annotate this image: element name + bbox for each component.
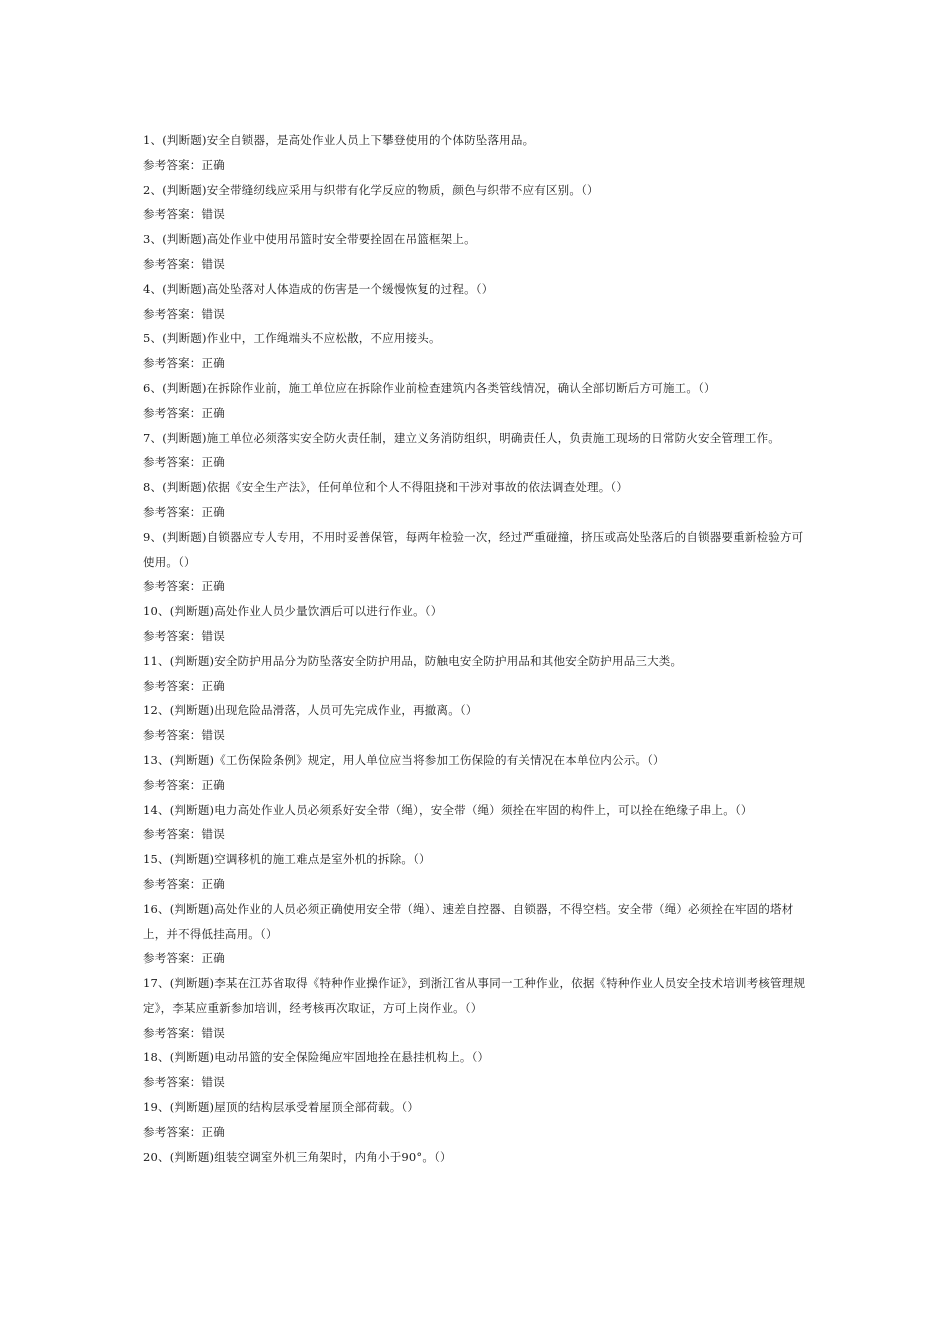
question-text: 15、(判断题)空调移机的施工难点是室外机的拆除。（）	[143, 852, 431, 867]
answer-text: 参考答案：正确	[143, 678, 225, 693]
answer-text: 参考答案：正确	[143, 951, 225, 966]
answer-text: 参考答案：正确	[143, 356, 225, 371]
question-text: 2、(判断题)安全带缝纫线应采用与织带有化学反应的物质，颜色与织带不应有区别。（）	[143, 182, 599, 197]
answer-text: 参考答案：错误	[143, 306, 225, 321]
question-list	[143, 128, 808, 1169]
question-text: 4、(判断题)高处坠落对人体造成的伤害是一个缓慢恢复的过程。（）	[143, 281, 494, 296]
question-text: 5、(判断题)作业中，工作绳端头不应松散，不应用接头。	[143, 331, 441, 346]
answer-text: 参考答案：正确	[143, 876, 225, 891]
answer-text: 参考答案：正确	[143, 1124, 225, 1139]
question-text: 7、(判断题)施工单位必须落实安全防火责任制，建立义务消防组织，明确责任人，负责施工现场的日常防火安全管理工作。	[143, 430, 780, 445]
answer-text: 参考答案：错误	[143, 256, 225, 271]
question-text: 18、(判断题)电动吊篮的安全保险绳应牢固地拴在悬挂机构上。（）	[143, 1050, 490, 1065]
question-text: 16、(判断题)高处作业的人员必须正确使用安全带（绳）、速差自控器、自锁器，不得空档。安全带（绳）必须拴在牢固的塔材上，并不得低挂高用。（）	[143, 901, 794, 941]
answer-text: 参考答案：正确	[143, 157, 225, 172]
question-text: 13、(判断题)《工伤保险条例》规定，用人单位应当将参加工伤保险的有关情况在本单位内公示。（）	[143, 752, 665, 767]
question-text: 20、(判断题)组装空调室外机三角架时，内角小于90°。（）	[143, 1149, 452, 1164]
answer-text: 参考答案：错误	[143, 1075, 225, 1090]
answer-text: 参考答案：错误	[143, 1025, 225, 1040]
question-text: 17、(判断题)李某在江苏省取得《特种作业操作证》，到浙江省从事同一工种作业，依据《特种作业人员安全技术培训考核管理规定》，李某应重新参加培训，经考核再次取证，方可上岗作业。（）	[143, 976, 806, 1015]
question-text: 19、(判断题)屋顶的结构层承受着屋顶全部荷载。（）	[143, 1100, 420, 1115]
answer-text: 参考答案：错误	[143, 827, 225, 842]
question-text: 3、(判断题)高处作业中使用吊篮时安全带要拴固在吊篮框架上。	[143, 232, 476, 247]
question-text: 1、(判断题)安全自锁器，是高处作业人员上下攀登使用的个体防坠落用品。	[143, 133, 535, 147]
answer-text: 参考答案：错误	[143, 728, 225, 743]
question-text: 9、(判断题)自锁器应专人专用，不用时妥善保管，每两年检验一次，经过严重碰撞，挤压或高处坠落后的自锁器要重新检验方可使用。（）	[143, 529, 804, 569]
answer-text: 参考答案：正确	[143, 455, 225, 470]
answer-text: 参考答案：错误	[143, 628, 225, 643]
question-text: 12、(判断题)出现危险品滑落，人员可先完成作业，再撤离。（）	[143, 703, 478, 718]
question-text: 14、(判断题)电力高处作业人员必须系好安全带（绳），安全带（绳）须拴在牢固的构件上，可以拴在绝缘子串上。（）	[143, 802, 753, 817]
question-text: 6、(判断题)在拆除作业前，施工单位应在拆除作业前检查建筑内各类管线情况，确认全部切断后方可施工。（）	[143, 380, 716, 395]
answer-text: 参考答案：错误	[143, 207, 225, 222]
question-text: 11、(判断题)安全防护用品分为防坠落安全防护用品，防触电安全防护用品和其他安全防护用品三大类。	[143, 653, 683, 668]
answer-text: 参考答案：正确	[143, 504, 225, 519]
answer-text: 参考答案：正确	[143, 777, 225, 792]
answer-text: 参考答案：正确	[143, 579, 225, 594]
question-text: 10、(判断题)高处作业人员少量饮酒后可以进行作业。（）	[143, 604, 443, 619]
answer-text: 参考答案：正确	[143, 405, 225, 420]
question-text: 8、(判断题)依据《安全生产法》，任何单位和个人不得阻挠和干涉对事故的依法调查处理。（）	[143, 480, 629, 495]
